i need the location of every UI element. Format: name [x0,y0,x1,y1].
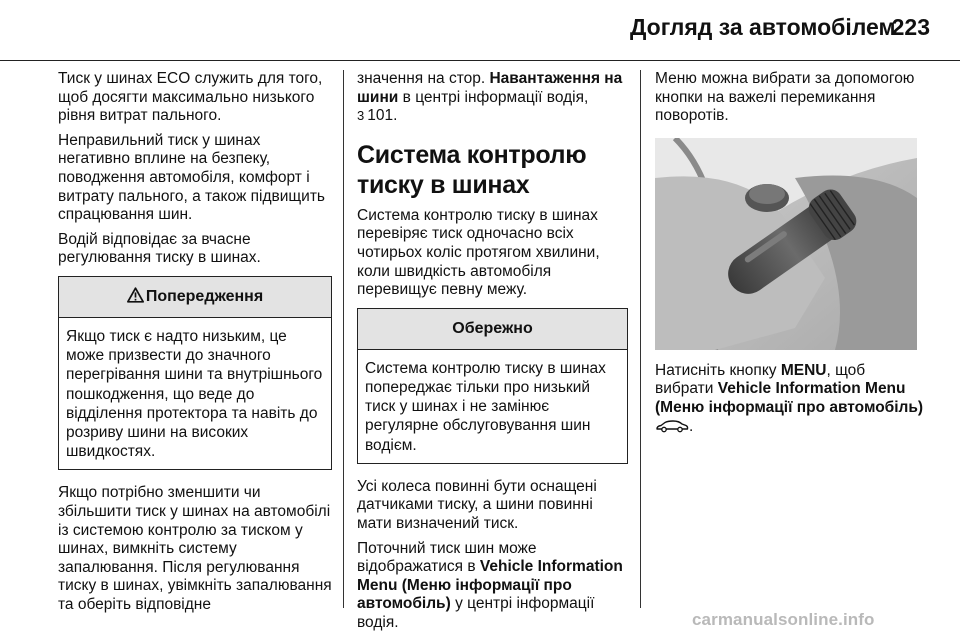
menu-button-label: MENU [780,361,827,379]
paragraph-menu-select: Меню можна вибрати за допомогою кнопки на важелі перемикання поворотів. [655,70,915,125]
tire-load-menu-name: Навантаження на шини [357,70,623,106]
display-text: Поточний тиск шин може відображатися в [357,539,537,576]
column-3 [655,70,925,442]
warning-triangle-icon [127,287,144,303]
paragraph-press-menu [655,362,925,436]
warning-box-title: Попередження [145,287,264,305]
column-divider-left [343,70,344,608]
page-reference[interactable]: 101. [367,107,398,125]
display-text-after: у центрі інформації водія. [357,595,595,631]
warning-box-body: Якщо тиск є надто низьким, це може призвести до значного перегрівання шини та внутрішнього пошкодження, що веде до відділення протектора та навіть до розриву шини на високих швидкостях. [66,327,323,461]
caution-box [357,308,628,464]
column-divider-right [640,70,641,608]
watermark: carmanualsonline.info [692,610,875,629]
continuation-text-after: в центрі інформації водія, [402,88,589,106]
paragraph-continuation [357,70,628,126]
caution-box-header: Обережно [358,309,627,350]
header-rule [0,60,960,61]
vehicle-information-menu-name: Vehicle Information Menu (Меню інформації про автомобіль) [357,558,623,613]
paragraph-system-intro: Система контролю тиску в шинах перевіряє тиск одночасно всіх чотирьох коліс протягом хвилини, коли швидкість автомобіля перевищує певну межу. [357,206,600,299]
section-heading: Система контролю тиску в шинах [357,140,587,199]
paragraph-current-pressure [357,540,628,633]
instruction-text-mid: , щоб вибрати [655,361,866,398]
paragraph-driver-responsibility: Водій відповідає за вчасне регулювання тиску в шинах. [58,230,261,267]
turn-signal-stalk-photo [655,138,917,350]
caution-box-body: Система контролю тиску в шинах попереджає тільки про низький тиск у шинах і не замінює регулярне обслуговування шин водієм. [365,359,606,454]
page-number: 223 [891,14,930,40]
car-icon [655,419,689,433]
column-1 [58,70,332,621]
vehicle-information-menu-label: Vehicle Information Menu (Меню інформації про автомобіль) [655,380,924,416]
warning-box [58,276,332,470]
instruction-text: Натисніть кнопку [655,361,777,379]
warning-box-header [59,277,331,318]
column-2 [357,70,628,639]
paragraph-wrong-pressure: Неправильний тиск у шинах негативно вплине на безпеку, поводження автомобіля, комфорт і витрату пального, а також підвищить спрацювання шин. [58,131,325,224]
paragraph-eco-pressure: Тиск у шинах ECO служить для того, щоб досягти максимально низького рівня витрат пального. [58,70,323,125]
continuation-text: значення на стор. [357,70,486,87]
paragraph-sensors: Усі колеса повинні бути оснащені датчиками тиску, а шини повинні мати визначений тиск. [357,477,597,532]
page-reference-arrow-icon: 3 [357,108,365,124]
instruction-text-after: . [689,417,694,435]
page-title: Догляд за автомобілем [630,14,896,40]
paragraph-adjust-pressure: Якщо потрібно зменшити чи збільшити тиск у шинах на автомобілі із системою контролю за тиском у шинах, вимкніть систему запалювання. Після регулювання тиску в шинах, увімкніть запалювання та оберіть відповідне [58,484,332,613]
